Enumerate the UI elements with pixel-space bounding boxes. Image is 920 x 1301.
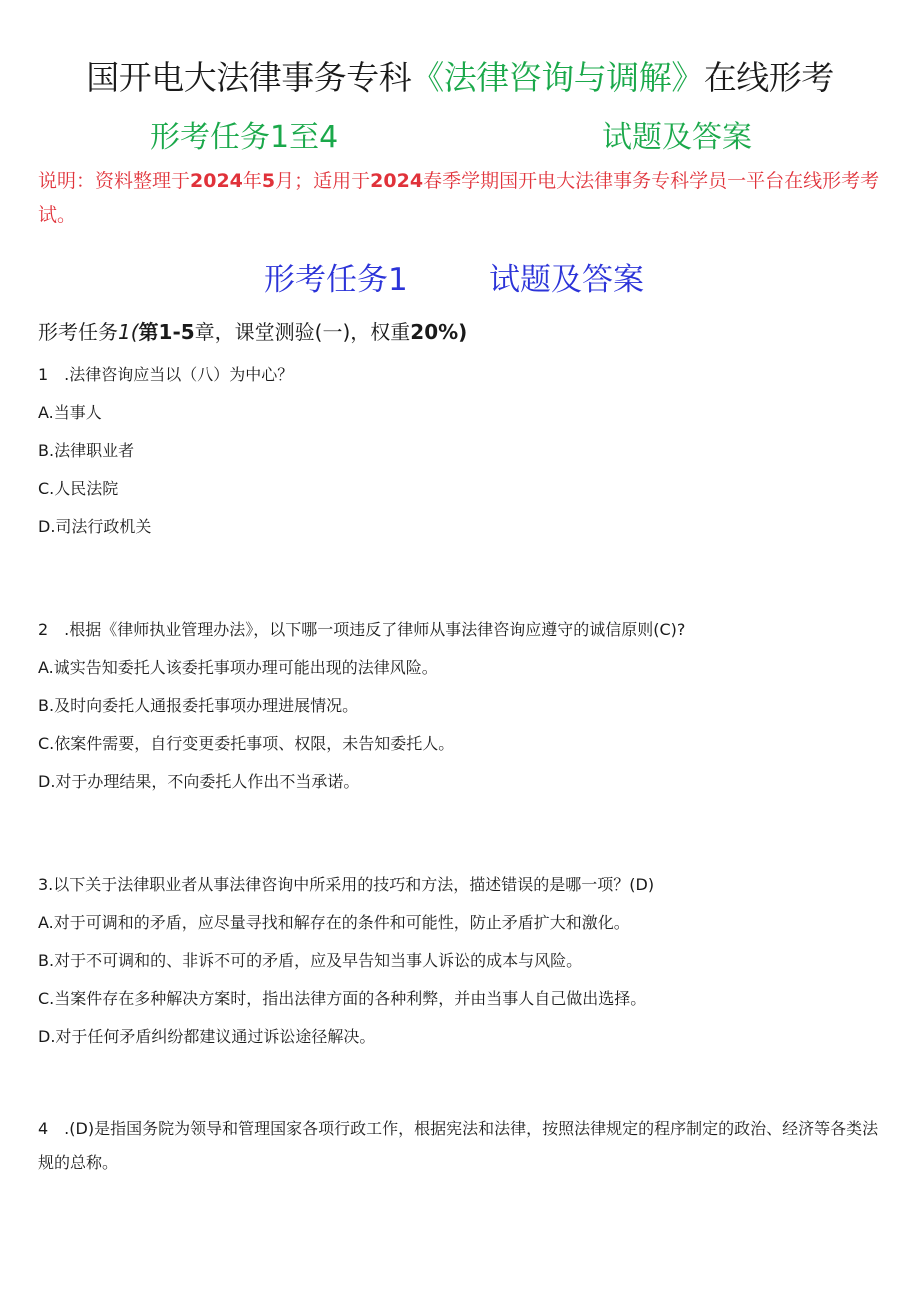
question-stem: 4 .(D)是指国务院为领导和管理国家各项行政工作，根据宪法和法律，按照法律规定的程序制定的政治、经济等各类法规的总称。 [38,1119,879,1172]
task-heading-text: 章，课堂测验(一)，权重 [194,320,411,344]
notice-text: 年 [242,170,262,192]
notice-year: 2024 [190,170,243,192]
subtitle-tasks: 形考任务1至4 [150,120,339,155]
question-option: A.诚实告知委托人该委托事项办理可能出现的法律风险。 [38,658,438,677]
question-option: B.对于不可调和的、非诉不可的矛盾，应及早告知当事人诉讼的成本与风险。 [38,951,583,970]
question-stem: 2 .根据《律师执业管理办法》，以下哪一项违反了律师从事法律咨询应遵守的诚信原则(C)? [38,620,686,639]
subtitle-answers: 试题及答案 [602,120,752,155]
question-stem: 3.以下关于法律职业者从事法律咨询中所采用的技巧和方法，描述错误的是哪一项？(D) [38,875,655,894]
question-option: D.对于任何矛盾纠纷都建议通过诉讼途径解决。 [38,1027,376,1046]
document-title [0,52,920,99]
question-option: D.司法行政机关 [38,517,152,536]
question-option: A.对于可调和的矛盾，应尽量寻找和解存在的条件和可能性，防止矛盾扩大和激化。 [38,913,630,932]
task-heading-chapters: 第1-5 [138,320,195,344]
question-option: C.人民法院 [38,479,119,498]
title-prefix: 国开电大法律事务专科 [86,58,412,97]
question-option: C.依案件需要，自行变更委托事项、权限，未告知委托人。 [38,734,455,753]
title-suffix: 在线形考 [703,58,834,97]
task-heading [38,316,467,345]
notice-text: 月；适用于 [275,170,371,192]
question-stem: 1 .法律咨询应当以（八）为中心？ [38,365,294,384]
task-heading-number: 1( [118,320,139,344]
task-heading-text: 形考任务 [38,320,118,344]
question-option: C.当案件存在多种解决方案时，指出法律方面的各种利弊，并由当事人自己做出选择。 [38,989,647,1008]
usage-notice [38,164,888,232]
question-option: B.及时向委托人通报委托事项办理进展情况。 [38,696,359,715]
task-heading-weight: 20%) [410,320,468,344]
section-title-task1: 形考任务1 [264,262,408,298]
question-option: B.法律职业者 [38,441,135,460]
title-course-name: 《法律咨询与调解》 [411,58,704,97]
question-option: D.对于办理结果，不向委托人作出不当承诺。 [38,772,360,791]
section-title-answers: 试题及答案 [489,262,644,298]
notice-text: 说明：资料整理于 [38,170,191,192]
notice-text: 春季学期国开电大法律事务专科学员一平台在线形考考试。 [38,170,880,226]
notice-month: 5 [261,170,276,192]
question-option: A.当事人 [38,403,102,422]
notice-year: 2024 [370,170,424,192]
